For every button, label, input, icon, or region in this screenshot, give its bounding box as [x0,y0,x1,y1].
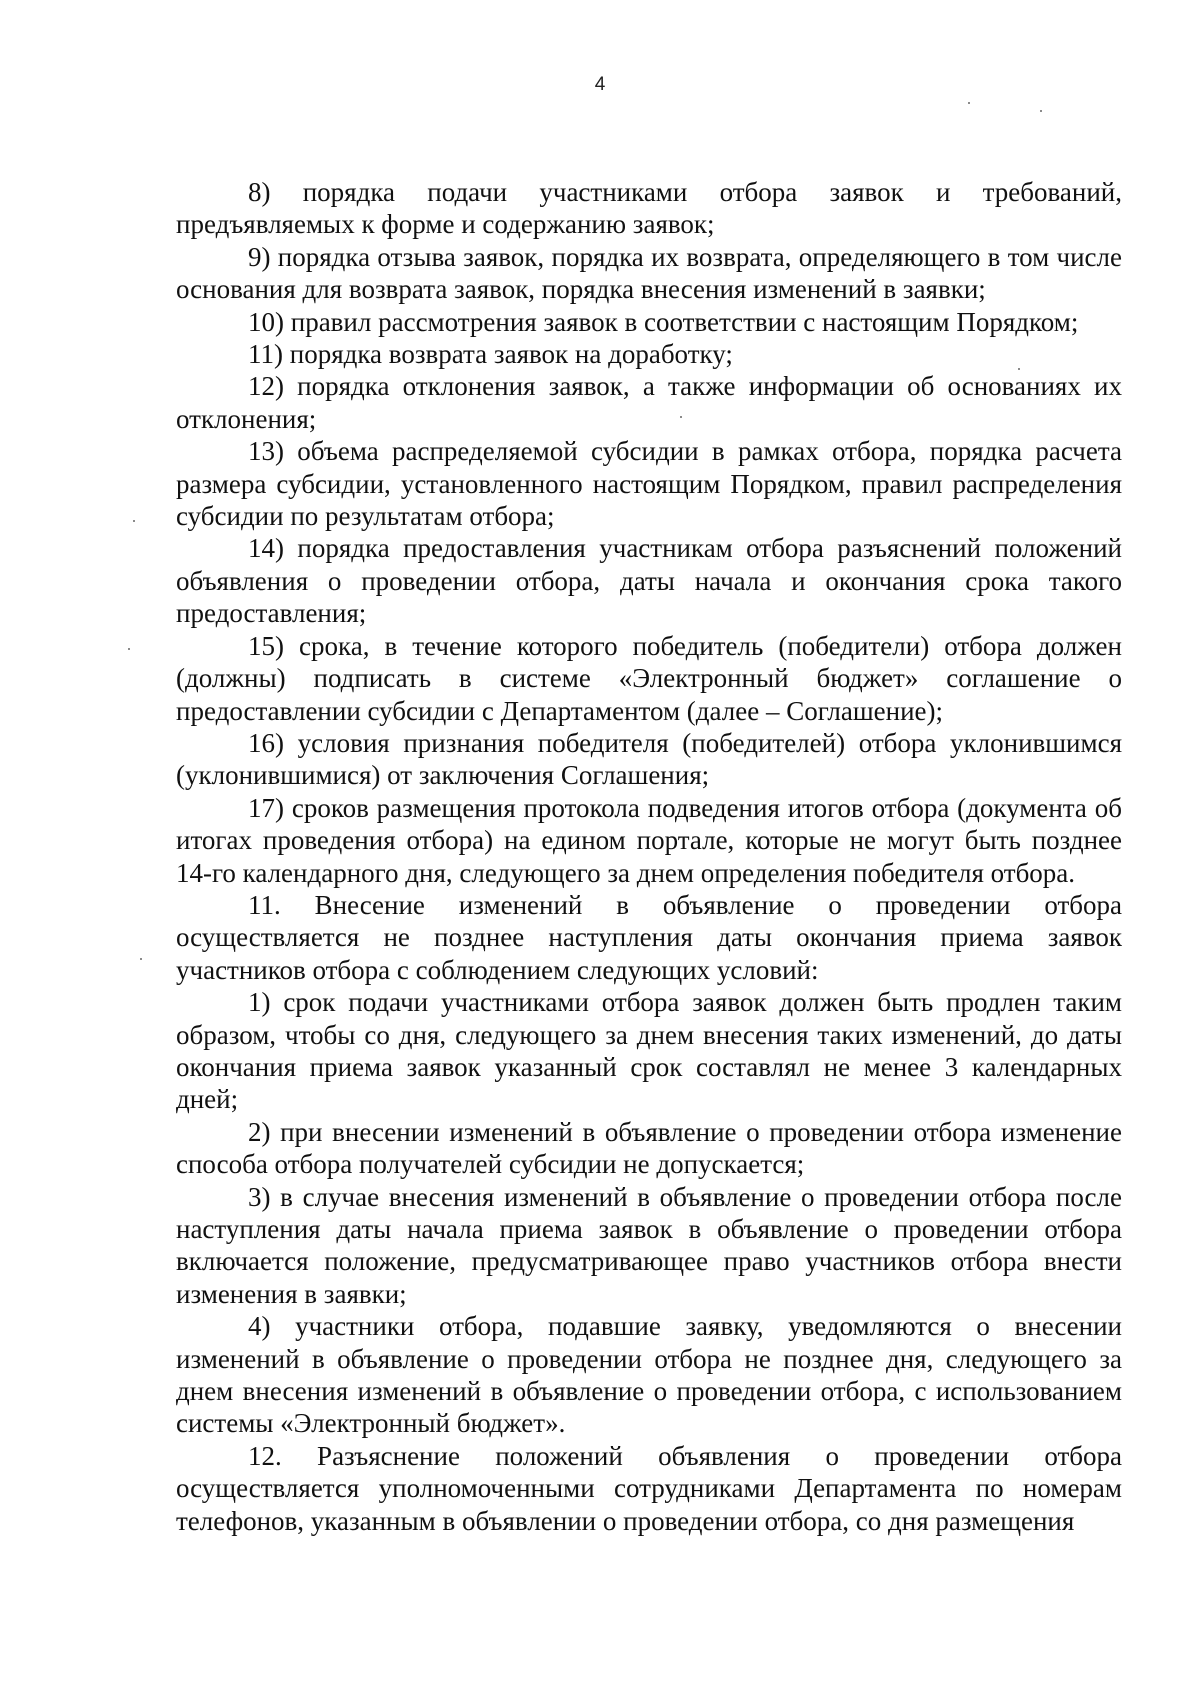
scan-speck [140,958,142,960]
paragraph-item-14: 14) порядка предоставления участникам отбора разъяснений положений объявления о проведении отбора, даты начала и окончания срока такого предоставления; [176,533,1122,629]
scan-speck [133,520,135,522]
document-body [176,176,1122,1537]
section-11-paragraph: 11. Внесение изменений в объявление о проведении отбора осуществляется не позднее наступления даты окончания приема заявок участников отбора с соблюдением следующих условий: [176,889,1122,985]
paragraph-item-15: 15) срока, в течение которого победитель (победители) отбора должен (должны) подписать в системе «Электронный бюджет» соглашение о предоставлении субсидии с Департаментом (далее – Соглашение); [176,630,1122,726]
paragraph-item-13: 13) объема распределяемой субсидии в рамках отбора, порядка расчета размера субсидии, установленного настоящим Порядком, правил распределения субсидии по результатам отбора; [176,436,1122,532]
paragraph-item-11: 11) порядка возврата заявок на доработку; [248,339,733,370]
paragraph-item-10: 10) правил рассмотрения заявок в соответствии с настоящим Порядком; [248,306,1079,337]
condition-item-3: 3) в случае внесения изменений в объявление о проведении отбора после наступления даты начала приема заявок в объявление о проведении отбора включается положение, предусматривающее право участников отбора внести изменения в заявки; [176,1181,1122,1309]
paragraph-item-9: 9) порядка отзыва заявок, порядка их возврата, определяющего в том числе основания для возврата заявок, порядка внесения изменений в заявки; [176,241,1122,305]
paragraph-item-12: 12) порядка отклонения заявок, а также информации об основаниях их отклонения; [176,371,1122,434]
scan-speck [128,648,130,650]
scan-speck [1018,368,1020,370]
scan-speck [1040,110,1042,112]
scan-speck [680,416,682,418]
paragraph-item-17: 17) сроков размещения протокола подведения итогов отбора (документа об итогах проведения отбора) на едином портале, которые не могут быть позднее 14-го календарного дня, следующего за днем определения победителя отбора. [176,792,1122,888]
paragraph-item-16: 16) условия признания победителя (победителей) отбора уклонившимся (уклонившимися) от заключения Соглашения; [176,727,1122,791]
section-12-paragraph: 12. Разъяснение положений объявления о проведении отбора осуществляется уполномоченными сотрудниками Департамента по номерам телефонов, указанным в объявлении о проведении отбора, со дня размещения [176,1440,1122,1536]
condition-item-4: 4) участники отбора, подавшие заявку, уведомляются о внесении изменений в объявление о проведении отбора не позднее дня, следующего за днем внесения изменений в объявление о проведении отбора, с использованием системы «Электронный бюджет». [176,1311,1122,1439]
page-number: 4 [594,74,606,95]
scan-speck [968,102,970,104]
condition-item-1: 1) срок подачи участниками отбора заявок должен быть продлен таким образом, чтобы со дня, следующего за днем внесения таких изменений, до даты окончания приема заявок указанный срок составлял не менее 3 календарных дней; [176,987,1122,1115]
paragraph-item-8: 8) порядка подачи участниками отбора заявок и требований, предъявляемых к форме и содержанию заявок; [176,177,1122,240]
condition-item-2: 2) при внесении изменений в объявление о проведении отбора изменение способа отбора получателей субсидии не допускается; [176,1116,1122,1180]
